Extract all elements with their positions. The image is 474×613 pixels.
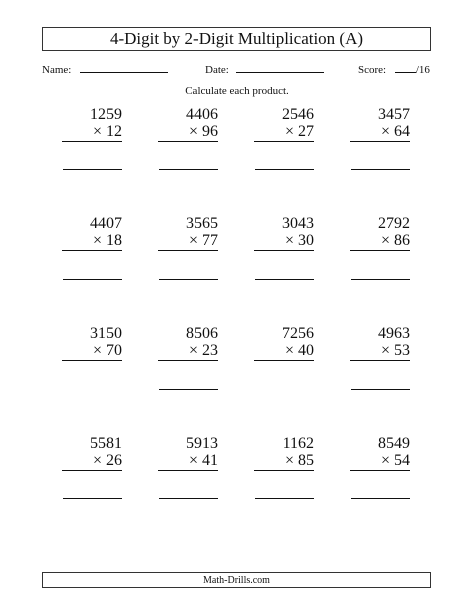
score-field <box>358 62 430 76</box>
multiplicand: 7256 <box>282 325 314 342</box>
multiplier: × 54 <box>350 452 410 471</box>
answer-line-7 <box>255 279 314 280</box>
multiplier: × 86 <box>350 232 410 251</box>
answer-line-15 <box>255 498 314 499</box>
answer-line-10 <box>159 389 218 390</box>
problem-4 <box>350 106 410 142</box>
problem-10 <box>158 325 218 361</box>
multiplier: × 53 <box>350 342 410 361</box>
multiplicand: 4407 <box>90 215 122 232</box>
multiplier: × 18 <box>62 232 122 251</box>
answer-line-5 <box>63 279 122 280</box>
multiplier: × 27 <box>254 123 314 142</box>
multiplicand: 5581 <box>90 435 122 452</box>
multiplicand: 8549 <box>378 435 410 452</box>
score-blank <box>395 62 416 73</box>
multiplier: × 40 <box>254 342 314 361</box>
problem-14 <box>158 435 218 471</box>
multiplicand: 8506 <box>186 325 218 342</box>
multiplier: × 30 <box>254 232 314 251</box>
problem-15 <box>254 435 314 471</box>
problem-13 <box>62 435 122 471</box>
date-field <box>205 62 324 76</box>
name-blank <box>80 62 168 73</box>
problem-2 <box>158 106 218 142</box>
multiplier: × 85 <box>254 452 314 471</box>
answer-line-4 <box>351 169 410 170</box>
name-label: Name: <box>42 64 72 76</box>
problem-16 <box>350 435 410 471</box>
multiplicand: 2546 <box>282 106 314 123</box>
multiplier: × 41 <box>158 452 218 471</box>
multiplicand: 4963 <box>378 325 410 342</box>
problem-6 <box>158 215 218 251</box>
worksheet-title: 4-Digit by 2-Digit Multiplication (A) <box>42 27 431 51</box>
multiplier: × 96 <box>158 123 218 142</box>
problem-8 <box>350 215 410 251</box>
date-label: Date: <box>205 64 229 76</box>
multiplicand: 5913 <box>186 435 218 452</box>
multiplicand: 1259 <box>90 106 122 123</box>
multiplier: × 64 <box>350 123 410 142</box>
answer-line-14 <box>159 498 218 499</box>
problem-11 <box>254 325 314 361</box>
answer-line-8 <box>351 279 410 280</box>
problem-9 <box>62 325 122 361</box>
multiplier: × 12 <box>62 123 122 142</box>
answer-line-3 <box>255 169 314 170</box>
problem-7 <box>254 215 314 251</box>
multiplier: × 77 <box>158 232 218 251</box>
answer-line-6 <box>159 279 218 280</box>
answer-line-13 <box>63 498 122 499</box>
problem-5 <box>62 215 122 251</box>
multiplicand: 2792 <box>378 215 410 232</box>
answer-line-2 <box>159 169 218 170</box>
multiplicand: 3565 <box>186 215 218 232</box>
problem-3 <box>254 106 314 142</box>
answer-line-16 <box>351 498 410 499</box>
score-total: /16 <box>415 64 430 76</box>
problem-12 <box>350 325 410 361</box>
answer-line-1 <box>63 169 122 170</box>
problem-1 <box>62 106 122 142</box>
multiplier: × 23 <box>158 342 218 361</box>
multiplicand: 1162 <box>282 435 314 452</box>
multiplicand: 3457 <box>378 106 410 123</box>
name-field <box>42 62 168 76</box>
instruction-text: Calculate each product. <box>185 85 289 97</box>
score-label: Score: <box>358 64 387 76</box>
multiplicand: 3150 <box>90 325 122 342</box>
date-blank <box>236 62 324 73</box>
multiplicand: 3043 <box>282 215 314 232</box>
answer-line-12 <box>351 389 410 390</box>
multiplicand: 4406 <box>186 106 218 123</box>
multiplier: × 26 <box>62 452 122 471</box>
footer-credit: Math-Drills.com <box>42 572 431 588</box>
multiplier: × 70 <box>62 342 122 361</box>
